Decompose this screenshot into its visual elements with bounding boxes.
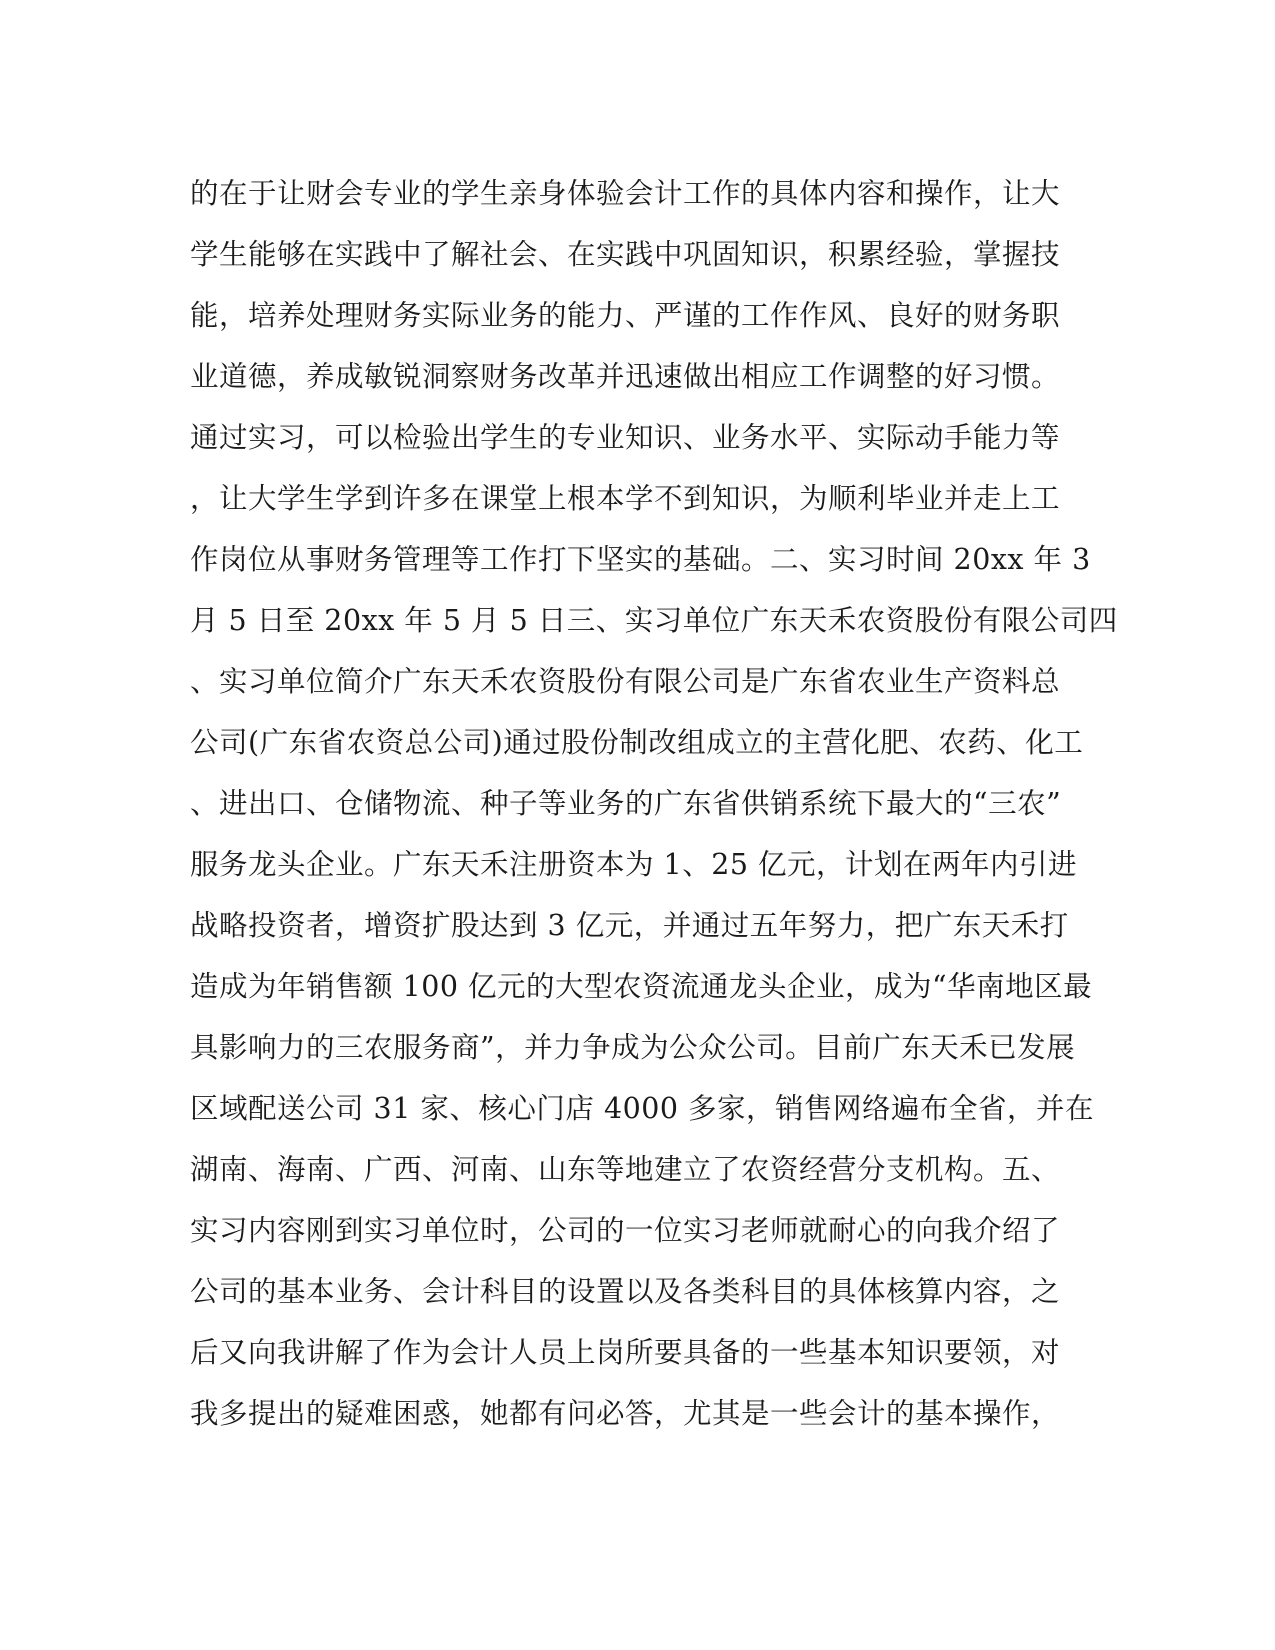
text-line: ，让大学生学到许多在课堂上根本学不到知识，为顺利毕业并走上工 <box>190 482 1061 515</box>
text-line: 实习内容刚到实习单位时，公司的一位实习老师就耐心的向我介绍了 <box>190 1214 1061 1247</box>
text-line: 具影响力的三农服务商”，并力争成为公众公司。目前广东天禾已发展 <box>190 1031 1076 1064</box>
text-line: 学生能够在实践中了解社会、在实践中巩固知识，积累经验，掌握技 <box>190 238 1061 271</box>
text-line: 、进出口、仓储物流、种子等业务的广东省供销系统下最大的“三农” <box>190 787 1062 820</box>
text-line: 后又向我讲解了作为会计人员上岗所要具备的一些基本知识要领，对 <box>190 1336 1061 1369</box>
text-line: 能，培养处理财务实际业务的能力、严谨的工作作风、良好的财务职 <box>190 299 1061 332</box>
text-line: 、实习单位简介广东天禾农资股份有限公司是广东省农业生产资料总 <box>190 665 1061 698</box>
text-line: 公司的基本业务、会计科目的设置以及各类科目的具体核算内容，之 <box>190 1275 1061 1308</box>
text-line: 战略投资者，增资扩股达到 3 亿元，并通过五年努力，把广东天禾打 <box>190 909 1069 942</box>
text-line: 作岗位从事财务管理等工作打下坚实的基础。二、实习时间 20xx 年 3 <box>190 543 1091 576</box>
text-line: 的在于让财会专业的学生亲身体验会计工作的具体内容和操作，让大 <box>190 177 1061 210</box>
text-line: 湖南、海南、广西、河南、山东等地建立了农资经营分支机构。五、 <box>190 1153 1061 1186</box>
text-line: 服务龙头企业。广东天禾注册资本为 1、25 亿元，计划在两年内引进 <box>190 848 1078 881</box>
text-line: 业道德，养成敏锐洞察财务改革并迅速做出相应工作调整的好习惯。 <box>190 360 1061 393</box>
text-line: 造成为年销售额 100 亿元的大型农资流通龙头企业，成为“华南地区最 <box>190 970 1093 1003</box>
text-line: 通过实习，可以检验出学生的专业知识、业务水平、实际动手能力等 <box>190 421 1061 454</box>
body-text <box>190 163 1118 1444</box>
text-line: 我多提出的疑难困惑，她都有问必答，尤其是一些会计的基本操作， <box>190 1397 1061 1430</box>
text-line: 区域配送公司 31 家、核心门店 4000 多家，销售网络遍布全省，并在 <box>190 1092 1095 1125</box>
text-line: 公司(广东省农资总公司)通过股份制改组成立的主营化肥、农药、化工 <box>190 726 1084 759</box>
text-line: 月 5 日至 20xx 年 5 月 5 日三、实习单位广东天禾农资股份有限公司四 <box>190 604 1118 637</box>
